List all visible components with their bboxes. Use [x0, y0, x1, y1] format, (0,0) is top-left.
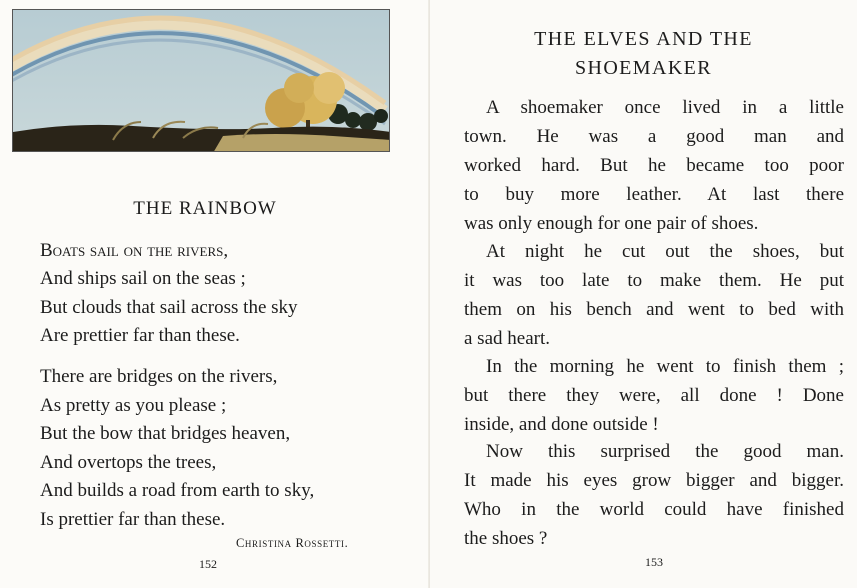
paragraph-line: was only enough for one pair of shoes.	[464, 213, 759, 234]
poem-author: Christina Rossetti.	[236, 536, 349, 550]
story-title-line: SHOEMAKER	[574, 57, 713, 79]
paragraph-2	[464, 237, 844, 353]
paragraph-line: Now this surprised the good man.	[486, 441, 844, 462]
rainbow-landscape-image	[13, 10, 390, 152]
story-title-line: THE ELVES AND THE	[534, 28, 753, 50]
verse-line: Are prettier far than these.	[40, 325, 240, 347]
paragraph-1	[464, 93, 844, 238]
poem-title: THE RAINBOW	[133, 198, 277, 219]
paragraph-4	[464, 437, 844, 553]
page-number-left: 152	[199, 557, 217, 571]
paragraph-line: A shoemaker once lived in a little	[486, 97, 844, 118]
paragraph-line: them on his bench and went to bed with	[464, 299, 844, 320]
verse-text: Boats sail on the rivers,	[40, 240, 229, 261]
paragraph-line: it was too late to make them. He put	[464, 270, 844, 291]
paragraph-line: inside, and done outside !	[464, 414, 659, 435]
paragraph-line: It made his eyes grow bigger and bigger.	[464, 470, 844, 491]
story-title	[430, 25, 857, 83]
verse-line: And builds a road from earth to sky,	[40, 480, 315, 502]
paragraph-line: the shoes ?	[464, 528, 548, 549]
paragraph-line: At night he cut out the shoes, but	[486, 241, 844, 262]
verse-line: As pretty as you please ;	[40, 394, 227, 416]
paragraph-line: In the morning he went to finish them ;	[486, 356, 844, 377]
paragraph-line: but there they were, all done ! Done	[464, 385, 844, 406]
rainbow-illustration	[12, 9, 390, 152]
verse-line: But clouds that sail across the sky	[40, 296, 298, 318]
verse-line: Is prettier far than these.	[40, 508, 226, 530]
verse-line: And overtops the trees,	[40, 451, 217, 473]
verse-line: There are bridges on the rivers,	[40, 366, 278, 387]
poem-stanza-1	[40, 237, 410, 351]
paragraph-line: worked hard. But he became too poor	[464, 155, 844, 176]
verse-line: And ships sail on the seas ;	[40, 268, 246, 290]
paragraph-line: town. He was a good man and	[464, 126, 844, 147]
page-number-right: 153	[645, 555, 663, 569]
right-page	[430, 0, 857, 588]
paragraph-line: to buy more leather. At last there	[464, 184, 844, 205]
verse-line: But the bow that bridges heaven,	[40, 423, 291, 445]
paragraph-line: Who in the world could have finished	[464, 499, 844, 520]
poem-stanza-2	[40, 363, 410, 535]
verse-line	[40, 237, 410, 265]
paragraph-line: a sad heart.	[464, 328, 550, 349]
paragraph-3	[464, 352, 844, 439]
